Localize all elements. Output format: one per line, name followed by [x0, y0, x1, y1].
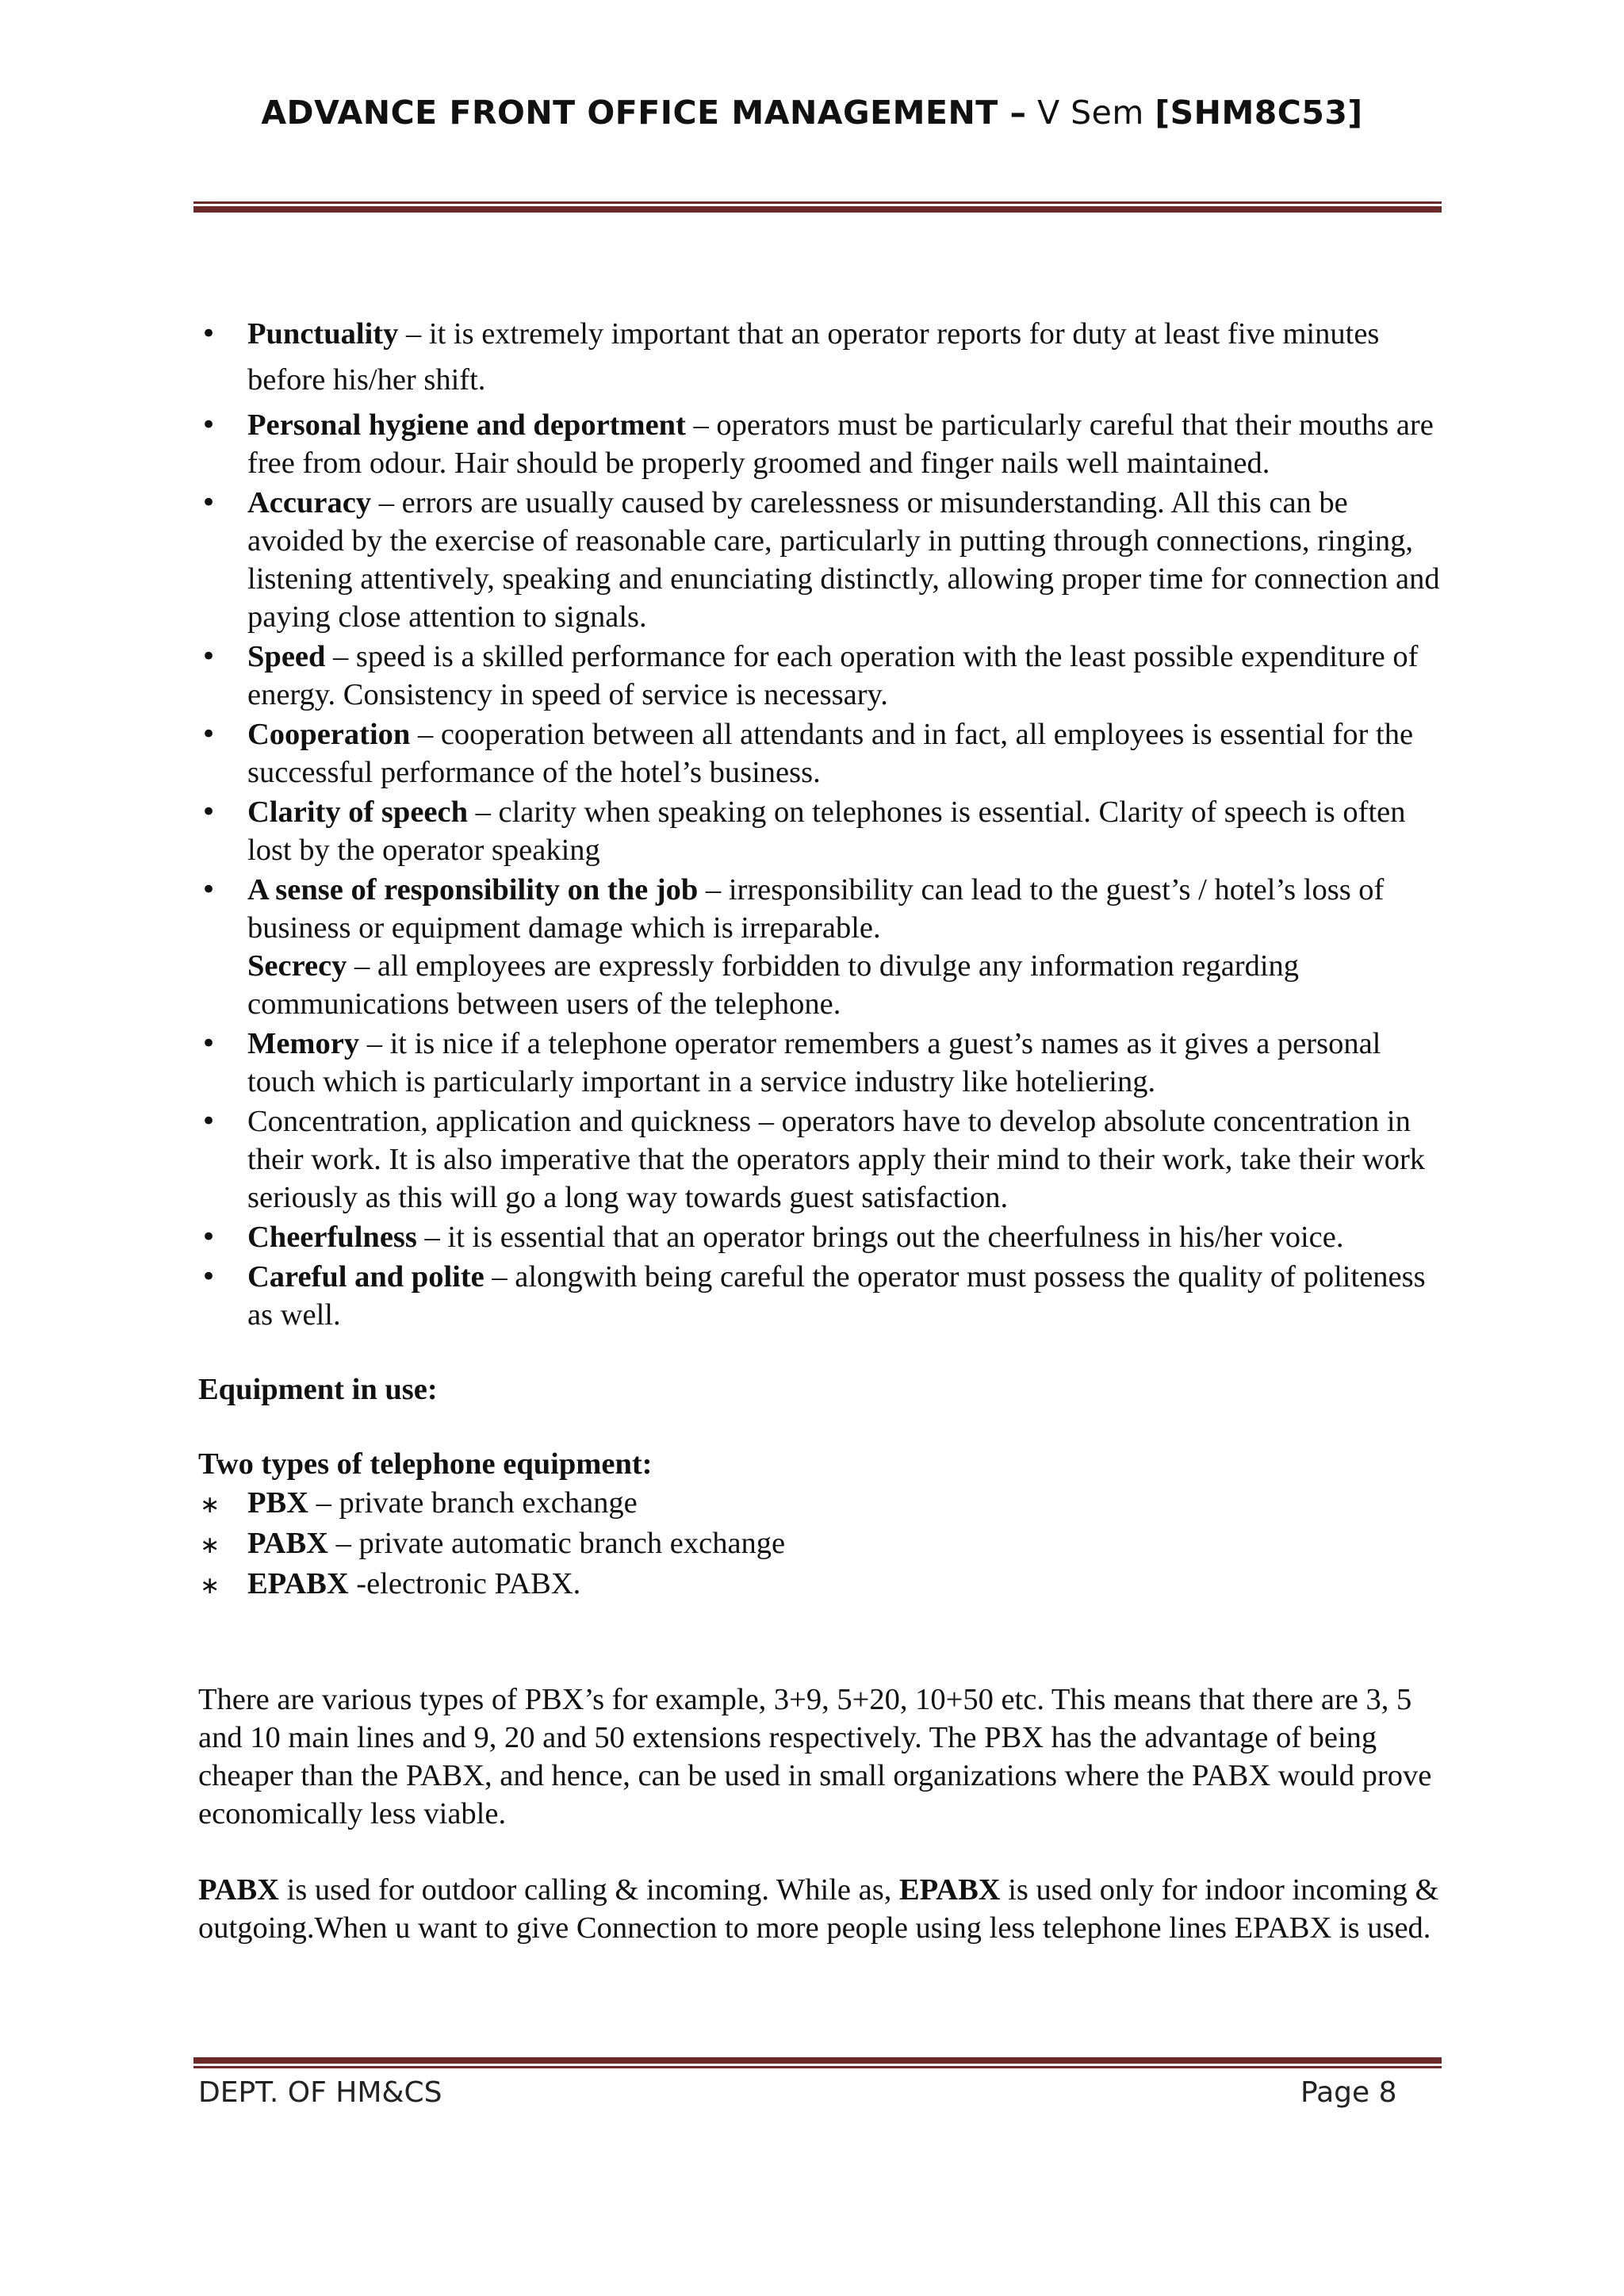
list-item: ∗ PBX – private branch exchange: [198, 1483, 1443, 1524]
pbx-paragraph: There are various types of PBX’s for example, 3+9, 5+20, 10+50 etc. This means that there are 3, 5 and 10 main lines and 9, 20 and 50 extensions respectively. The PBX has the advantage of being cheaper than the PABX, and hence, can be used in small organizations where the PABX would prove economically less viable.: [198, 1683, 1432, 1830]
bullet-icon: •: [201, 1221, 217, 1253]
list-item: • Concentration, application and quickness – operators have to develop absolute concentration in their work. It is also imperative that the operators apply their mind to their work, take their work seriously as this will go a long way towards guest satisfaction.: [198, 1102, 1443, 1217]
footer-dept: DEPT. OF HM&CS: [198, 2076, 442, 2109]
footer-rule: [193, 2057, 1442, 2068]
qualities-list: [198, 311, 1443, 1334]
header-rule: [193, 201, 1442, 213]
list-item: • Memory – it is nice if a telephone operator remembers a guest’s names as it gives a personal touch which is particularly important in a service industry like hoteliering.: [198, 1025, 1443, 1101]
equipment-heading: Equipment in use:: [198, 1373, 438, 1406]
list-item: • Punctuality – it is extremely important that an operator reports for duty at least five minutes before his/her shift.: [198, 311, 1443, 403]
list-item: • Personal hygiene and deportment – operators must be particularly careful that their mouths are free from odour. Hair should be properly groomed and finger nails well maintained.: [198, 406, 1443, 482]
list-item: • Accuracy – errors are usually caused by carelessness or misunderstanding. All this can be avoided by the exercise of reasonable care, particularly in putting through connections, ringing, listening attentively, speaking and enunciating distinctly, allowing proper time for connection and paying close attention to signals.: [198, 484, 1443, 636]
bullet-icon: •: [201, 719, 217, 750]
secrecy-paragraph: Secrecy – all employees are expressly forbidden to divulge any information regarding communications between users of the telephone.: [247, 949, 1300, 1021]
pabx-paragraph: PABX is used for outdoor calling & incoming. While as, EPABX is used only for indoor incoming & outgoing.When u want to give Connection to more people using less telephone lines EPABX is used.: [198, 1873, 1439, 1945]
header-semester: V Sem: [1026, 94, 1155, 132]
bullet-icon: •: [201, 796, 217, 828]
header-code: [SHM8C53]: [1155, 94, 1363, 132]
types-heading: Two types of telephone equipment:: [198, 1447, 653, 1481]
list-item: ∗ PABX – private automatic branch exchange: [198, 1524, 1443, 1564]
bullet-icon: •: [201, 874, 217, 906]
list-item: • A sense of responsibility on the job – irresponsibility can lead to the guest’s / hotel’s loss of business or equipment damage which is irreparable. Secrecy – all employees are expressly forbidden to divulge any information regarding communications between users of the telephone.: [198, 871, 1443, 1023]
bullet-icon: •: [201, 1261, 217, 1293]
equipment-list: [198, 1483, 1443, 1604]
page-header: [0, 94, 1624, 132]
list-item: • Careful and polite – alongwith being careful the operator must possess the quality of politeness as well.: [198, 1258, 1443, 1334]
header-title: ADVANCE FRONT OFFICE MANAGEMENT –: [261, 94, 1027, 132]
bullet-icon: •: [201, 318, 217, 350]
asterisk-icon: ∗: [200, 1531, 220, 1559]
list-item: • Cooperation – cooperation between all attendants and in fact, all employees is essential for the successful performance of the hotel’s business.: [198, 715, 1443, 792]
bullet-icon: •: [201, 487, 217, 519]
asterisk-icon: ∗: [200, 1491, 220, 1519]
bullet-icon: •: [201, 1028, 217, 1060]
list-item: • Clarity of speech – clarity when speaking on telephones is essential. Clarity of speech is often lost by the operator speaking: [198, 793, 1443, 869]
list-item: • Speed – speed is a skilled performance for each operation with the least possible expenditure of energy. Consistency in speed of service is necessary.: [198, 638, 1443, 714]
list-item: • Cheerfulness – it is essential that an operator brings out the cheerfulness in his/her voice.: [198, 1218, 1443, 1256]
bullet-icon: •: [201, 1106, 217, 1137]
list-item: ∗ EPABX -electronic PABX.: [198, 1564, 1443, 1604]
main-content: [198, 311, 1443, 1947]
page-number: Page 8: [1300, 2076, 1397, 2109]
bullet-icon: •: [201, 641, 217, 673]
bullet-icon: •: [201, 409, 217, 441]
asterisk-icon: ∗: [200, 1572, 220, 1600]
